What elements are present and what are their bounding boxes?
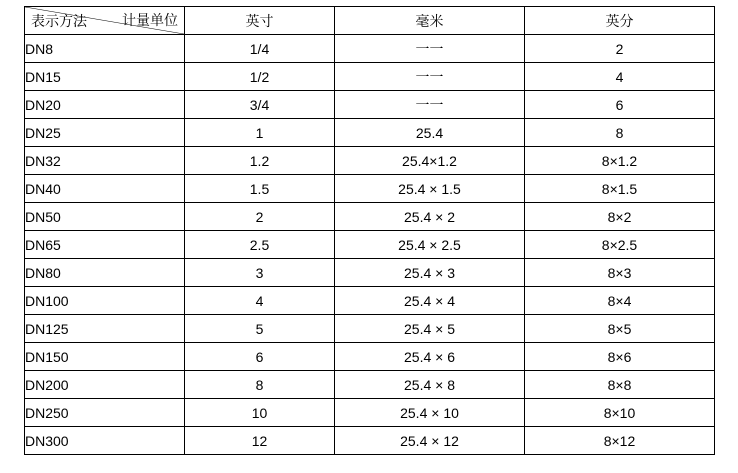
cell-fen: 8×5: [525, 315, 715, 343]
cell-fen: 8×2: [525, 203, 715, 231]
row-header: DN40: [25, 175, 185, 203]
cell-fen: 8×3: [525, 259, 715, 287]
table-corner-header: [25, 7, 185, 35]
table-row: [25, 371, 715, 399]
corner-row-label: 表示方法: [31, 13, 87, 29]
cell-fen: 8: [525, 119, 715, 147]
cell-mm: 25.4×1.2: [335, 147, 525, 175]
cell-fen: 6: [525, 91, 715, 119]
table-row: [25, 427, 715, 455]
column-header-inch: 英寸: [185, 7, 335, 35]
row-header: DN65: [25, 231, 185, 259]
row-header: DN125: [25, 315, 185, 343]
column-header-fen: 英分: [525, 7, 715, 35]
cell-inch: 12: [185, 427, 335, 455]
cell-inch: 2.5: [185, 231, 335, 259]
cell-mm: 25.4 × 12: [335, 427, 525, 455]
cell-fen: 4: [525, 63, 715, 91]
cell-inch: 10: [185, 399, 335, 427]
cell-inch: 4: [185, 287, 335, 315]
table-row: [25, 63, 715, 91]
cell-inch: 2: [185, 203, 335, 231]
row-header: DN32: [25, 147, 185, 175]
unit-conversion-table: [24, 6, 715, 455]
column-header-mm: 毫米: [335, 7, 525, 35]
cell-inch: 1/4: [185, 35, 335, 63]
cell-inch: 1.2: [185, 147, 335, 175]
cell-mm: 一一: [335, 35, 525, 63]
cell-inch: 3: [185, 259, 335, 287]
row-header: DN300: [25, 427, 185, 455]
table-row: [25, 315, 715, 343]
cell-fen: 8×4: [525, 287, 715, 315]
cell-inch: 1: [185, 119, 335, 147]
table-row: [25, 231, 715, 259]
table-row: [25, 119, 715, 147]
cell-mm: 25.4 × 5: [335, 315, 525, 343]
cell-mm: 25.4 × 2: [335, 203, 525, 231]
row-header: DN20: [25, 91, 185, 119]
cell-fen: 8×1.2: [525, 147, 715, 175]
table-row: [25, 343, 715, 371]
cell-inch: 1/2: [185, 63, 335, 91]
table-row: [25, 259, 715, 287]
cell-mm: 25.4 × 6: [335, 343, 525, 371]
table-row: [25, 91, 715, 119]
cell-fen: 8×8: [525, 371, 715, 399]
cell-mm: 25.4 × 1.5: [335, 175, 525, 203]
corner-column-label: 计量单位: [122, 12, 178, 28]
cell-inch: 3/4: [185, 91, 335, 119]
cell-fen: 8×12: [525, 427, 715, 455]
row-header: DN25: [25, 119, 185, 147]
cell-inch: 5: [185, 315, 335, 343]
document-page: [0, 6, 738, 473]
cell-mm: 25.4 × 3: [335, 259, 525, 287]
row-header: DN250: [25, 399, 185, 427]
cell-inch: 8: [185, 371, 335, 399]
row-header: DN15: [25, 63, 185, 91]
table-row: [25, 399, 715, 427]
row-header: DN100: [25, 287, 185, 315]
row-header: DN8: [25, 35, 185, 63]
table-row: [25, 35, 715, 63]
cell-inch: 6: [185, 343, 335, 371]
cell-mm: 25.4: [335, 119, 525, 147]
cell-mm: 一一: [335, 63, 525, 91]
table-row: [25, 175, 715, 203]
cell-mm: 25.4 × 10: [335, 399, 525, 427]
cell-mm: 25.4 × 4: [335, 287, 525, 315]
cell-fen: 8×1.5: [525, 175, 715, 203]
row-header: DN200: [25, 371, 185, 399]
cell-fen: 8×6: [525, 343, 715, 371]
cell-mm: 一一: [335, 91, 525, 119]
row-header: DN50: [25, 203, 185, 231]
table-row: [25, 203, 715, 231]
table-row: [25, 287, 715, 315]
table-header-row: [25, 7, 715, 35]
table-row: [25, 147, 715, 175]
cell-mm: 25.4 × 8: [335, 371, 525, 399]
cell-inch: 1.5: [185, 175, 335, 203]
cell-mm: 25.4 × 2.5: [335, 231, 525, 259]
row-header: DN150: [25, 343, 185, 371]
cell-fen: 8×2.5: [525, 231, 715, 259]
row-header: DN80: [25, 259, 185, 287]
cell-fen: 8×10: [525, 399, 715, 427]
cell-fen: 2: [525, 35, 715, 63]
